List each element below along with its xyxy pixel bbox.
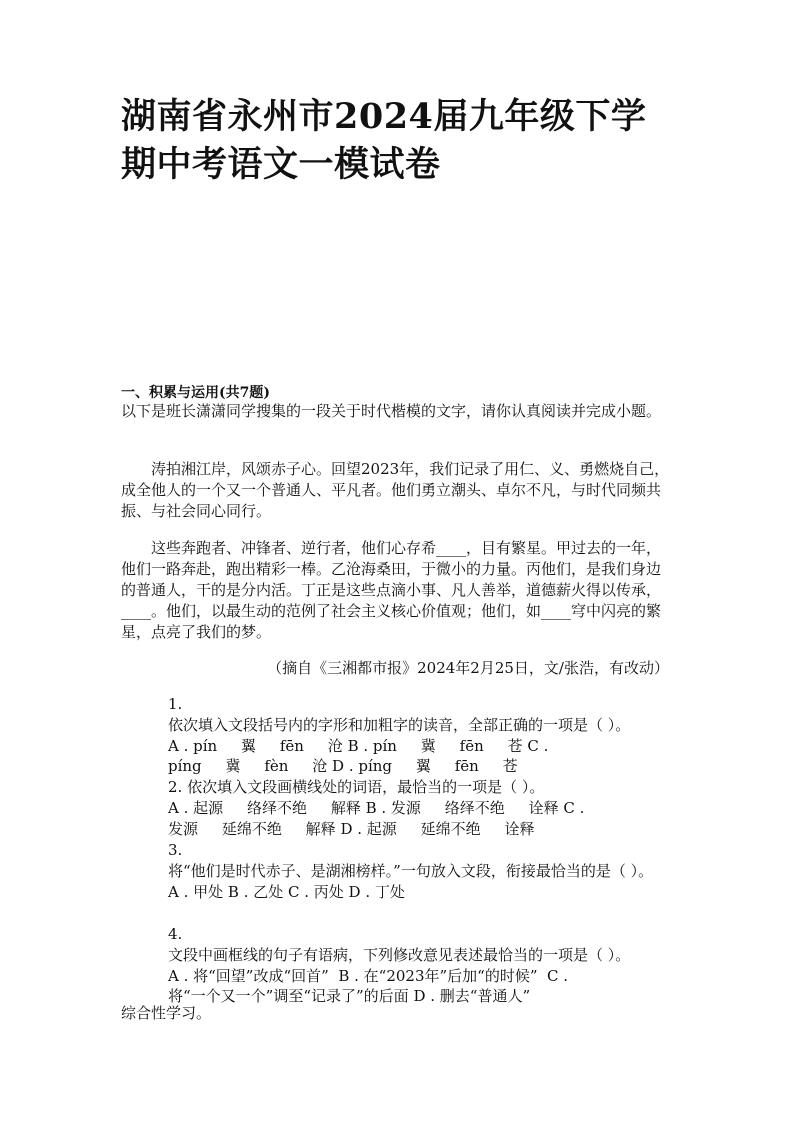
question-stem: 2. 依次填入文段画横线处的词语，最恰当的一项是（ ）。 <box>168 778 545 796</box>
question-3 <box>168 840 673 902</box>
passage-paragraph-1: 涛拍湘江岸，风颂赤子心。回望2023年，我们记录了用仁、义、勇燃烧自己，成全他人的一个又一个普通人、平凡者。他们勇立潮头、卓尔不凡，与时代同频共振、与社会同心同行。 <box>121 460 670 520</box>
trailing-text: 综合性学习。 <box>121 1004 212 1022</box>
passage-paragraph-2: 这些奔跑者、冲锋者、逆行者，他们心存希____，目有繁星。甲过去的一年，他们一路奔赴，跑出精彩一棒。乙沧海桑田，于微小的力量。丙他们，是我们身边的普通人，干的是分内活。丁正是这些点滴小事、凡人善举，道德薪火得以传承，____。他们，以最生动的范例了社会主义核心价值观；他们，如____穹中闪亮的繁星，点亮了我们的梦。 <box>121 539 662 641</box>
question-options: A . 甲处 B . 乙处 C . 丙处 D . 丁处 <box>168 882 405 901</box>
question-4 <box>168 924 673 1007</box>
question-stem: 文段中画框线的句子有语病，下列修改意见表述最恰当的一项是（ ）。 <box>168 945 631 964</box>
question-options: 将“一个又一个”调至“记录了”的后面 D . 删去“普通人” <box>168 987 531 1006</box>
question-number: 3. <box>168 841 183 859</box>
question-number: 4. <box>168 925 183 943</box>
question-options: A . pín 翼 fēn 沧 B . pín 冀 fēn 苍 C . <box>168 736 549 755</box>
document-title: 湖南省永州市2024届九年级下学期中考语文一模试卷 <box>121 96 647 185</box>
question-2 <box>168 777 673 839</box>
source-citation: （摘自《三湘都市报》2024年2月25日，文/张浩，有改动） <box>267 659 669 677</box>
question-1 <box>168 694 673 777</box>
question-options: A . 起源 络绎不绝 解释 B . 发源 络绎不绝 诠释 C . <box>168 798 585 817</box>
intro-paragraph: 以下是班长潇潇同学搜集的一段关于时代楷模的文字，请你认真阅读并完成小题。 <box>121 402 662 420</box>
question-stem: 将“他们是时代赤子、是湖湘榜样。”一句放入文段，衔接最恰当的是（ ）。 <box>168 861 654 880</box>
question-stem: 依次填入文段括号内的字形和加粗字的读音，全部正确的一项是（ ）。 <box>168 715 631 734</box>
section-heading: 一、积累与运用(共7题) <box>121 385 270 401</box>
question-options: píng 冀 fèn 沧 D . píng 翼 fēn 苍 <box>168 757 518 776</box>
question-number: 1. <box>168 695 183 713</box>
question-options: 发源 延绵不绝 解释 D . 起源 延绵不绝 诠释 <box>168 819 535 838</box>
question-options: A . 将“回望”改成“回首” B . 在“2023年”后加“的时候” C . <box>168 966 569 985</box>
